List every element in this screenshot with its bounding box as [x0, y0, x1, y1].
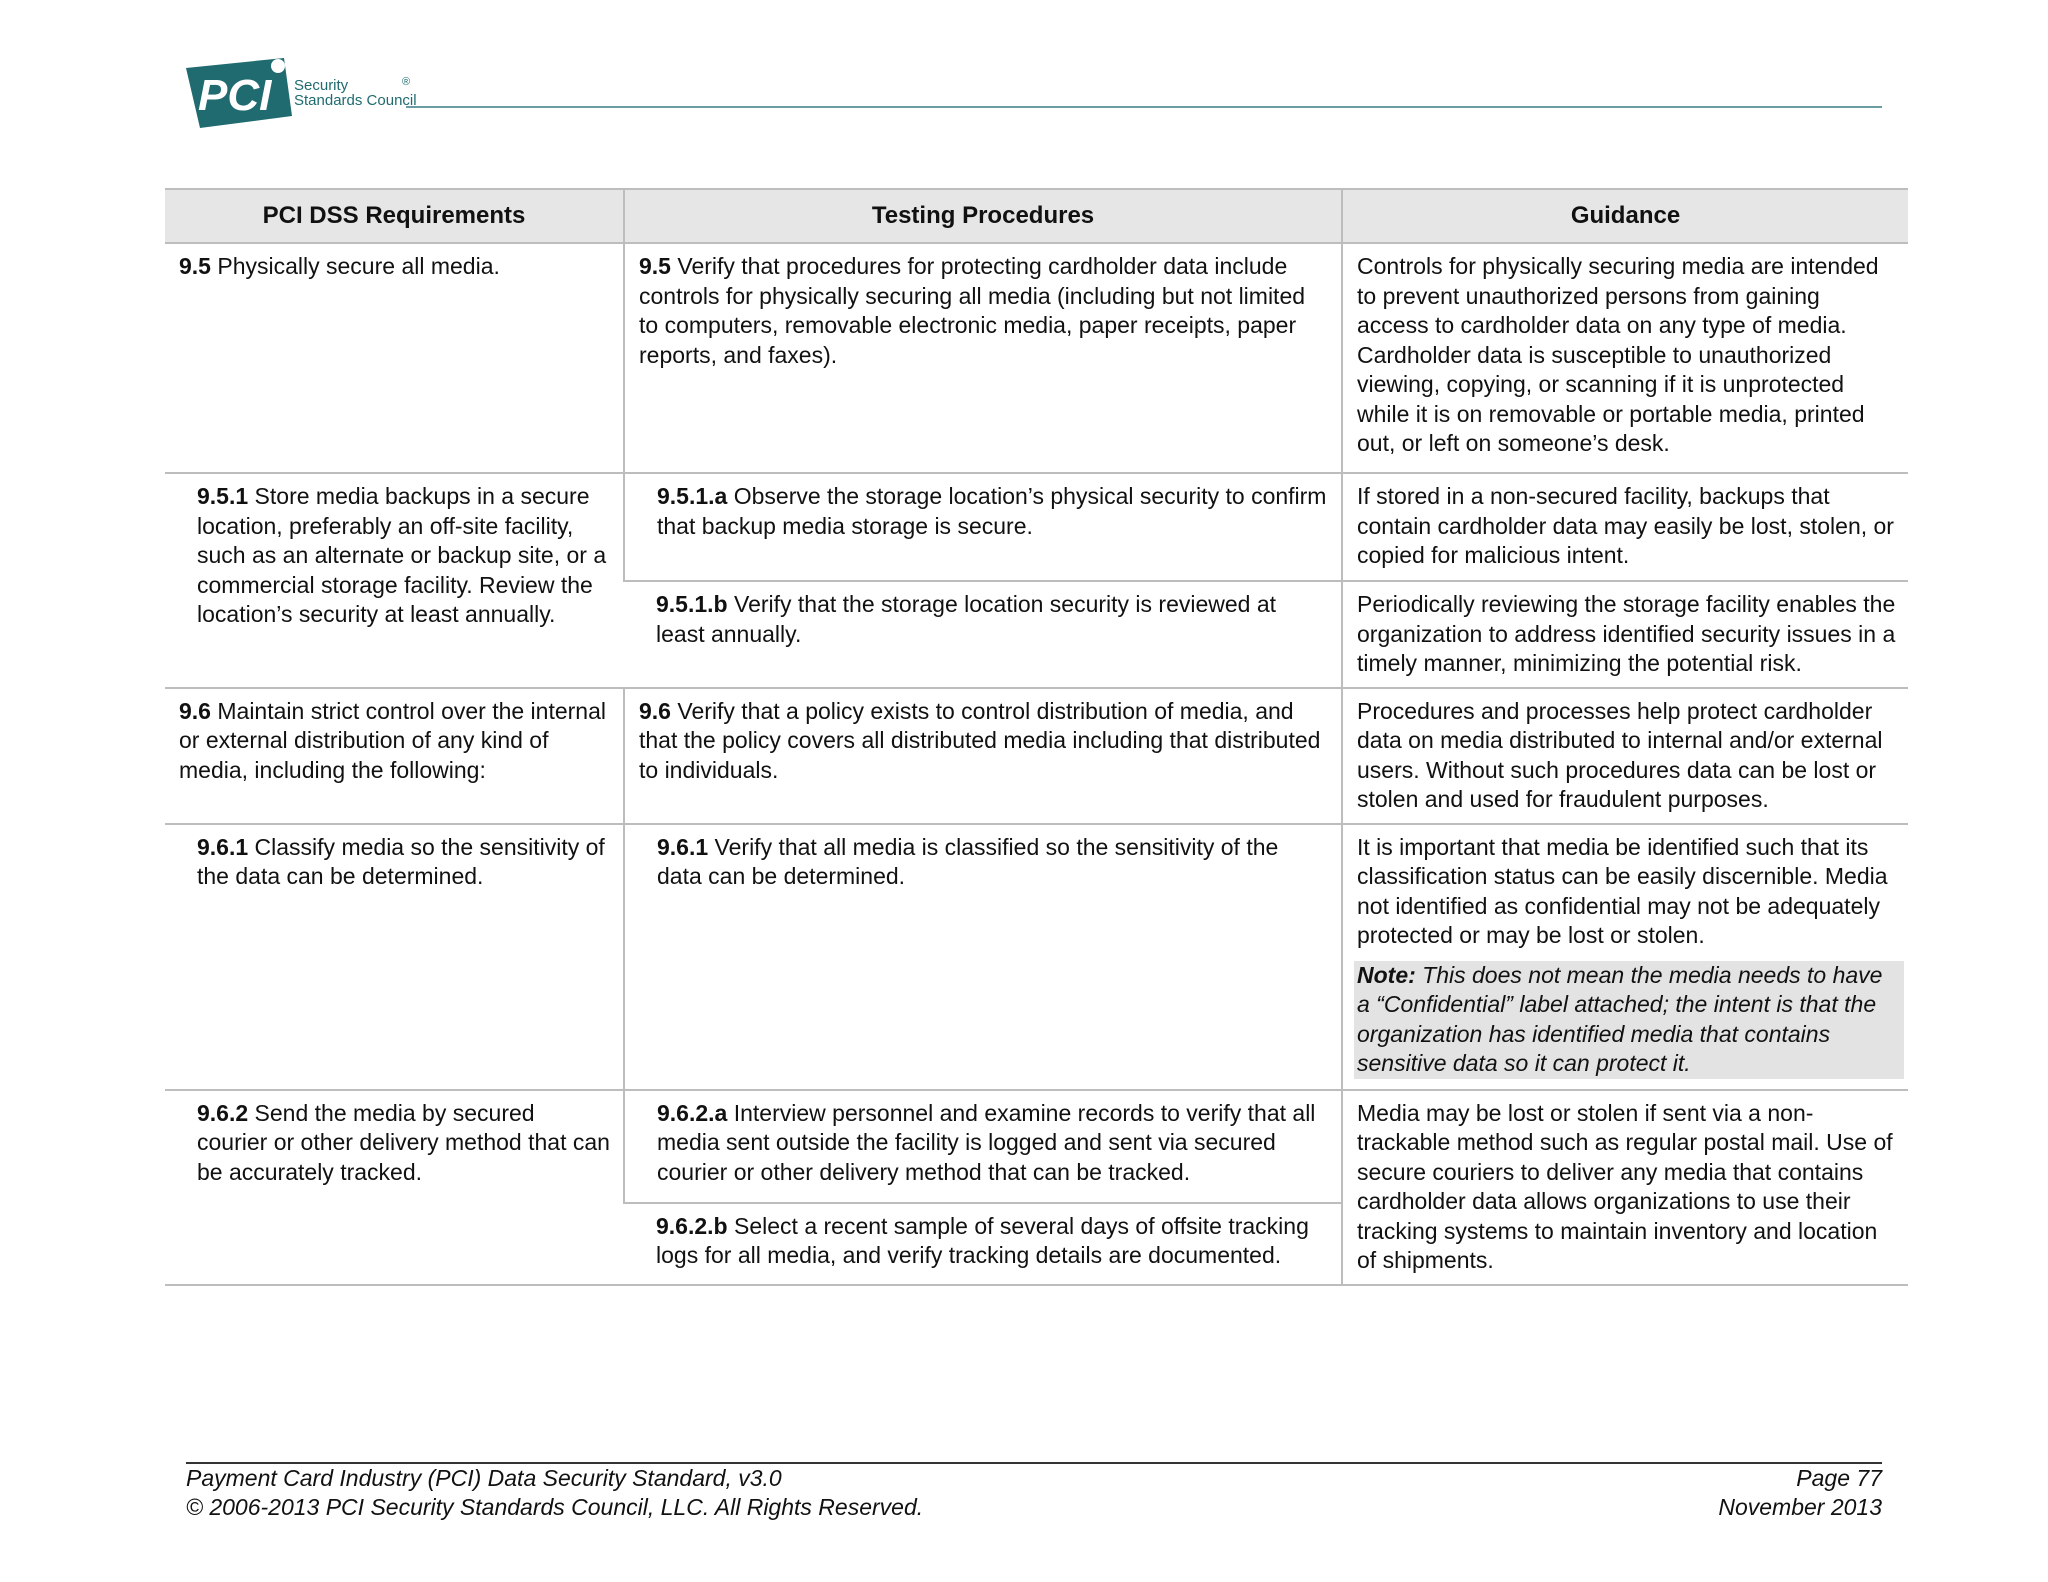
registered-mark: ®	[402, 76, 411, 88]
logo-subtitle	[294, 78, 417, 108]
testing-cell	[624, 688, 1342, 824]
note-text: This does not mean the media needs to have a “Confidential” label attached; the intent is that the organization has identified media that contains sensitive data so it can protect it.	[1357, 961, 1883, 1076]
footer-row-1	[186, 1464, 1882, 1493]
req-id: 9.5	[179, 253, 211, 279]
test-id: 9.6.2.b	[656, 1212, 728, 1239]
req-id: 9.5.1	[197, 483, 249, 509]
requirement-cell	[165, 473, 624, 688]
req-text: Store media backups in a secure location, preferably an off-site facility, such as an alternate or backup site, or a commercial storage facility. Review the location’s security at least annually.	[197, 483, 607, 627]
guidance-text: It is important that media be identified such that its classification status can be easily discernible. Media not identified as confidential may not be adequately protected or may be lost or stolen.	[1357, 833, 1888, 948]
guidance-cell: Media may be lost or stolen if sent via a non-trackable method such as regular postal mail. Use of secure couriers to deliver any media that contains cardholder data allows organizations to use their tracking systems to maintain inventory and location of shipments.	[1342, 1090, 1908, 1285]
page-number: Page 77	[1796, 1465, 1882, 1491]
footer-row-2	[186, 1493, 1882, 1522]
testing-cell	[624, 243, 1342, 473]
table-row	[165, 824, 1908, 1090]
col-header-guidance: Guidance	[1342, 189, 1908, 243]
guidance-note	[1354, 961, 1904, 1079]
pci-logo-mark	[186, 56, 296, 136]
pci-logo	[186, 56, 436, 136]
test-text: Select a recent sample of several days of offsite tracking logs for all media, and verify tracking details are documented.	[656, 1212, 1309, 1269]
guidance-cell: Controls for physically securing media are intended to prevent unauthorized persons from gaining access to cardholder data on any type of media. Cardholder data is susceptible to unauthorized viewing, copying, or scanning if it is unprotected while it is on removable or portable media, printed out, or left on someone’s desk.	[1342, 243, 1908, 473]
guidance-cell: Periodically reviewing the storage facility enables the organization to address identified security issues in a timely manner, minimizing the potential risk.	[1342, 581, 1908, 688]
col-header-testing: Testing Procedures	[624, 189, 1342, 243]
test-text: Verify that procedures for protecting cardholder data include controls for physically securing all media (including but not limited to computers, removable electronic media, paper receipts, paper reports, and faxes).	[639, 253, 1306, 368]
requirement-cell	[165, 243, 624, 473]
table-row	[165, 243, 1908, 473]
test-id: 9.6.2.a	[657, 1099, 728, 1126]
guidance-cell	[1342, 824, 1908, 1090]
page-footer	[186, 1462, 1882, 1522]
test-id: 9.5.1.b	[656, 591, 728, 617]
page-header	[186, 56, 1882, 136]
note-label: Note:	[1357, 961, 1416, 988]
req-text: Classify media so the sensitivity of the data can be determined.	[197, 833, 605, 889]
logo-letters: PCI	[198, 71, 272, 120]
footer-copyright: © 2006-2013 PCI Security Standards Council, LLC. All Rights Reserved.	[186, 1494, 924, 1520]
test-text: Observe the storage location’s physical security to confirm that backup media storage is secure.	[657, 483, 1327, 539]
requirement-cell	[165, 688, 624, 824]
req-text: Physically secure all media.	[210, 253, 500, 279]
testing-cell	[624, 473, 1342, 581]
requirements-table	[165, 188, 1908, 1286]
test-id: 9.5.1.a	[657, 483, 728, 509]
table-row	[165, 473, 1908, 581]
guidance-cell: Procedures and processes help protect cardholder data on media distributed to internal and/or external users. Without such procedures data can be lost or stolen and used for fraudulent purposes.	[1342, 688, 1908, 824]
req-id: 9.6.2	[197, 1099, 249, 1126]
footer-title: Payment Card Industry (PCI) Data Security Standard, v3.0	[186, 1465, 782, 1491]
test-text: Verify that a policy exists to control distribution of media, and that the policy covers all distributed media including that distributed to individuals.	[639, 697, 1321, 783]
req-id: 9.6	[179, 697, 211, 724]
requirement-cell	[165, 1090, 624, 1285]
test-text: Verify that all media is classified so the sensitivity of the data can be determined.	[657, 833, 1279, 889]
requirement-cell	[165, 824, 624, 1090]
test-text: Verify that the storage location security is reviewed at least annually.	[656, 591, 1277, 647]
table-row	[165, 1090, 1908, 1203]
testing-cell	[624, 581, 1342, 688]
footer-date: November 2013	[1718, 1494, 1882, 1520]
req-id: 9.6.1	[197, 833, 249, 860]
test-id: 9.6	[639, 697, 671, 724]
req-text: Maintain strict control over the internal or external distribution of any kind of media, including the following:	[179, 697, 606, 783]
table-header-row	[165, 189, 1908, 243]
logo-subtitle-line1: Security	[294, 77, 349, 94]
testing-cell	[624, 1090, 1342, 1203]
test-text: Interview personnel and examine records to verify that all media sent outside the facility is logged and sent via secured courier or other delivery method that can be tracked.	[657, 1099, 1316, 1185]
test-id: 9.5	[639, 253, 671, 279]
test-id: 9.6.1	[657, 833, 709, 860]
testing-cell	[624, 1203, 1342, 1285]
logo-subtitle-line2: Standards Council	[294, 92, 417, 109]
header-rule	[406, 106, 1882, 108]
table-row	[165, 688, 1908, 824]
guidance-cell: If stored in a non-secured facility, backups that contain cardholder data may easily be lost, stolen, or copied for malicious intent.	[1342, 473, 1908, 581]
testing-cell	[624, 824, 1342, 1090]
col-header-requirements: PCI DSS Requirements	[165, 189, 624, 243]
req-text: Send the media by secured courier or other delivery method that can be accurately tracked.	[197, 1099, 610, 1185]
